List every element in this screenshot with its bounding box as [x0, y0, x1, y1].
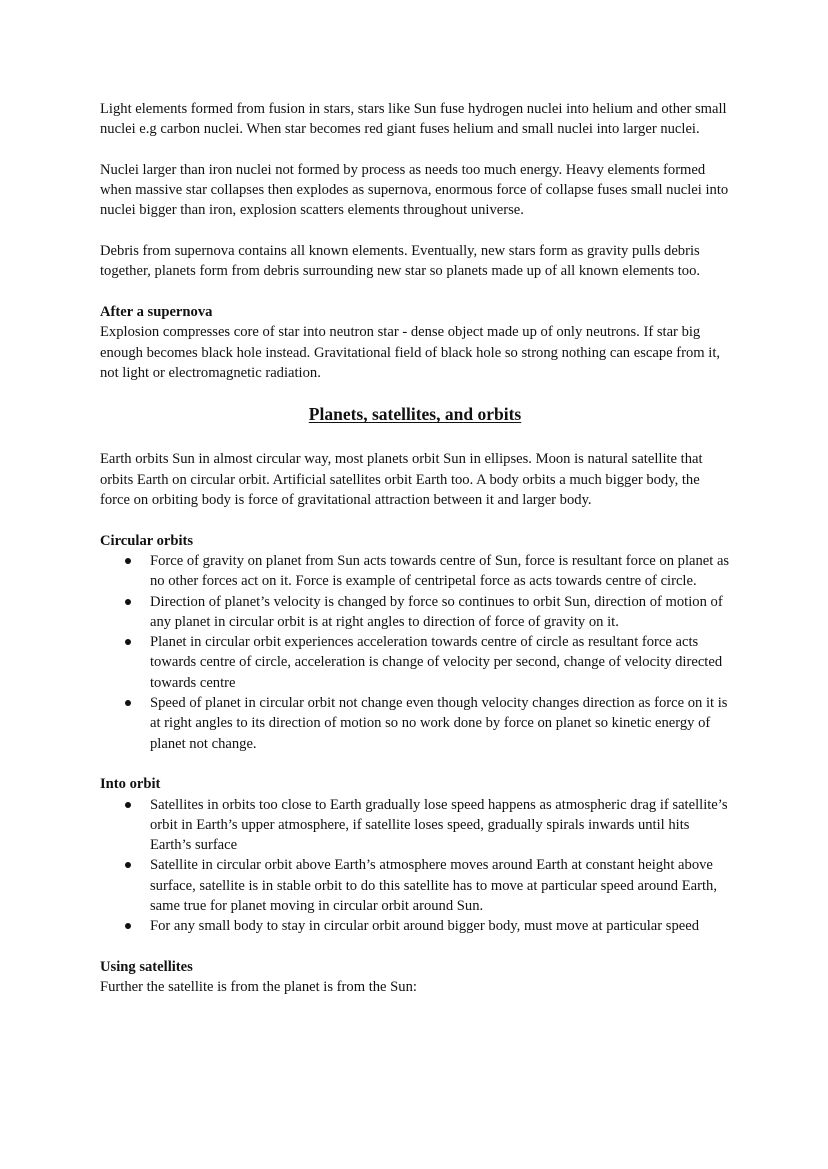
bullet-icon [125, 923, 131, 929]
paragraph-orbits-intro: Earth orbits Sun in almost circular way, most planets orbit Sun in ellipses. Moon is natural satellite that orbits Earth on circular orbit. Artificial satellites orbit Earth too. A body orbits a much bigger body, the force on orbiting body is force of gravitational attraction between it and larger body. [100, 451, 703, 509]
heading-after-supernova: After a supernova [100, 303, 213, 320]
heading-circular-orbits: Circular orbits [100, 532, 194, 549]
document-page [100, 99, 730, 997]
paragraph-after-supernova: Explosion compresses core of star into neutron star - dense object made up of only neutrons. If star big enough becomes black hole instead. Gravitational field of black hole so strong nothing can escape from it, not light or electromagnetic radiation. [100, 324, 721, 381]
paragraph-using-satellites: Further the satellite is from the planet is from the Sun: [100, 979, 417, 996]
into-orbit-list [100, 795, 730, 937]
paragraph-light-elements: Light elements formed from fusion in stars, stars like Sun fuse hydrogen nuclei into helium and other small nuclei e.g carbon nuclei. When star becomes red giant fuses helium and small nuclei into larger nuclei. [100, 101, 727, 138]
list-item-text: For any small body to stay in circular orbit around bigger body, must move at particular speed [150, 918, 700, 935]
section-after-supernova [100, 302, 730, 383]
bullet-icon [125, 862, 131, 868]
section-circular-orbits [100, 531, 730, 754]
bullet-icon [125, 599, 131, 605]
bullet-icon [125, 802, 131, 808]
section-title: Planets, satellites, and orbits [308, 404, 522, 425]
heading-using-satellites: Using satellites [100, 958, 193, 975]
list-item [100, 632, 730, 693]
list-item-text: Satellite in circular orbit above Earth’s atmosphere moves around Earth at constant height above surface, satellite is in stable orbit to do this satellite has to move at particular speed around Earth, same true for planet moving in circular orbit around Sun. [150, 857, 717, 914]
list-item-text: Planet in circular orbit experiences acceleration towards centre of circle as resultant force acts towards centre of circle, acceleration is change of velocity per second, change of velocity directed towards centre [150, 634, 723, 691]
bullet-icon [125, 700, 131, 706]
list-item [100, 592, 730, 633]
list-item-text: Satellites in orbits too close to Earth gradually lose speed happens as atmospheric drag if satellite’s orbit in Earth’s upper atmosphere, if satellite loses speed, gradually spirals inwards until hits Earth’s surface [150, 796, 728, 854]
bullet-icon [125, 639, 131, 645]
heading-into-orbit: Into orbit [100, 776, 161, 793]
list-item [100, 795, 730, 856]
list-item [100, 693, 730, 754]
list-item-text: Direction of planet’s velocity is changed by force so continues to orbit Sun, direction of motion of any planet in circular orbit is at right angles to direction of force of gravity on it. [150, 593, 723, 630]
list-item [100, 551, 730, 592]
bullet-icon [125, 558, 131, 564]
list-item-text: Force of gravity on planet from Sun acts towards centre of Sun, force is resultant force on planet as no other forces act on it. Force is example of centripetal force as acts towards centre of circle. [150, 552, 730, 590]
list-item [100, 855, 730, 916]
list-item [100, 916, 730, 936]
section-into-orbit [100, 774, 730, 936]
section-using-satellites [100, 957, 730, 998]
circular-orbits-list [100, 551, 730, 754]
list-item-text: Speed of planet in circular orbit not change even though velocity changes direction as force on it is at right angles to its direction of motion so no work done by force on planet so kinetic energy of planet not change. [150, 695, 728, 752]
paragraph-heavy-elements: Nuclei larger than iron nuclei not formed by process as needs too much energy. Heavy elements formed when massive star collapses then explodes as supernova, enormous force of collapse fuses small nuclei into nuclei bigger than iron, explosion scatters elements throughout universe. [100, 161, 729, 219]
paragraph-supernova-debris: Debris from supernova contains all known elements. Eventually, new stars form as gravity pulls debris together, planets form from debris surrounding new star so planets made up of all known elements too. [100, 243, 701, 280]
